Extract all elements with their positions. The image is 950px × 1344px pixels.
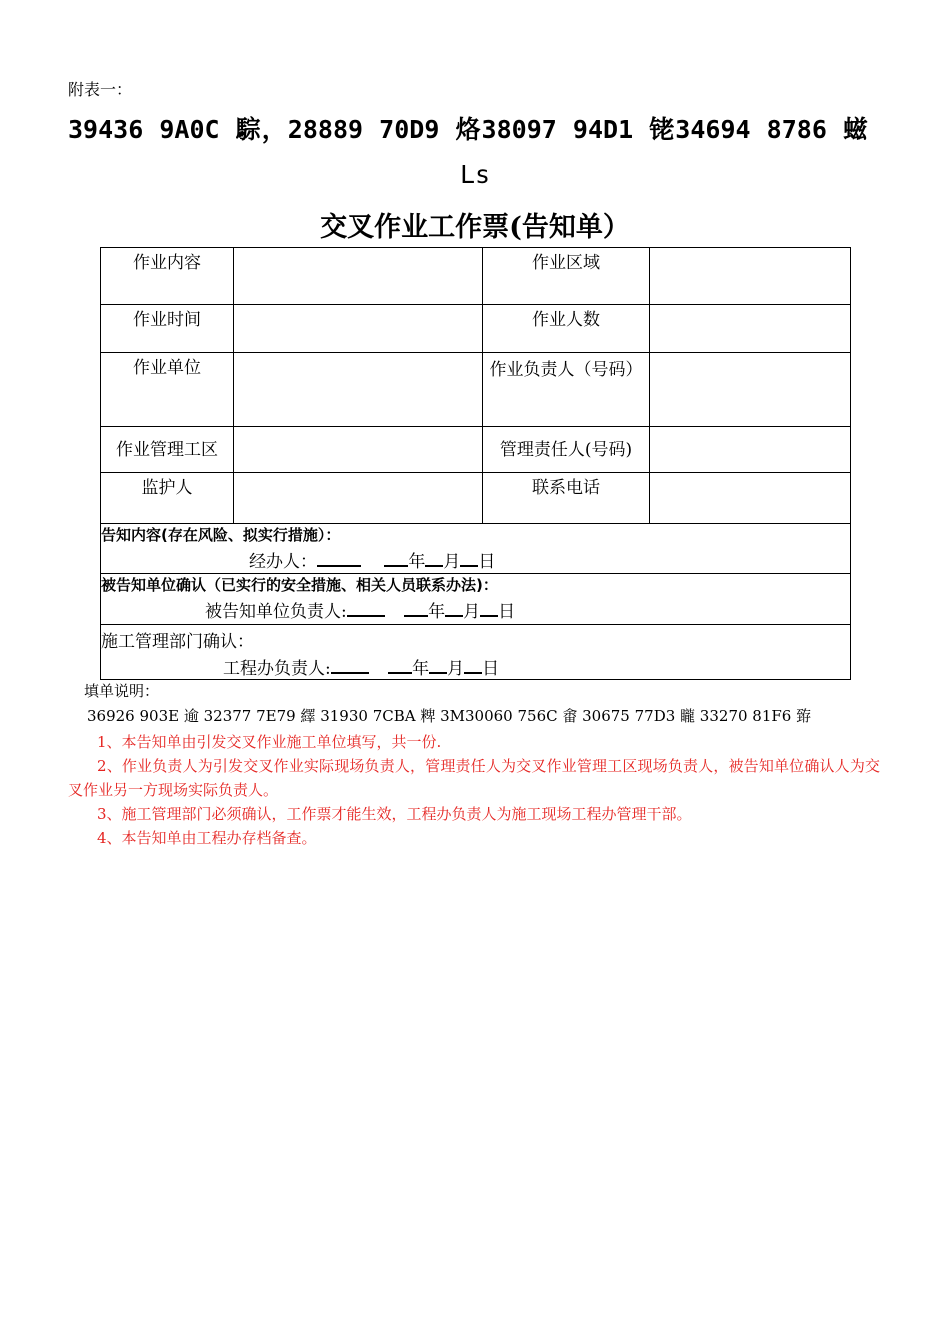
confirm-signature (101, 597, 850, 622)
field-work-content[interactable] (234, 248, 483, 305)
note-3: 3、施工管理部门必须确认，工作票才能生效，工程办负责人为施工现场工程办管理干部。 (97, 805, 692, 823)
field-work-time[interactable] (234, 305, 483, 353)
table-row (101, 427, 851, 473)
dept-signer-label: 工程办负责人: (223, 659, 331, 679)
table-row (101, 625, 851, 680)
instructions-code-line: 36926 903E 逾 32377 7E79 繹 31930 7CBA 粺 3M30060 756C 畬 30675 77D3 矓 33270 81F6 臶 (87, 707, 812, 725)
field-work-leader[interactable] (650, 353, 851, 427)
table-row (101, 305, 851, 353)
dept-signature (101, 654, 850, 679)
notice-section[interactable] (101, 524, 851, 574)
notice-year: 年 (408, 552, 426, 572)
confirm-section[interactable] (101, 574, 851, 625)
note-2: 2、作业负责人为引发交叉作业实际现场负责人，管理责任人为交叉作业管理工区现场负责人，被告知单位确认人为交叉作业另一方现场实际负责人。 (68, 757, 880, 799)
notice-day: 日 (478, 552, 496, 572)
field-work-unit[interactable] (234, 353, 483, 427)
confirm-year: 年 (428, 602, 446, 622)
label-work-area: 作业区域 (483, 248, 650, 305)
note-1: 1、本告知单由引发交叉作业施工单位填写，共一份. (97, 733, 442, 751)
code-line-2: Ls (459, 160, 491, 189)
confirm-heading: 被告知单位确认（已实行的安全措施、相关人员联系办法)： (101, 576, 498, 594)
field-supervisor[interactable] (234, 473, 483, 524)
field-management-area[interactable] (234, 427, 483, 473)
table-row (101, 574, 851, 625)
dept-heading: 施工管理部门确认： (101, 632, 254, 652)
instructions-label: 填单说明： (84, 682, 160, 700)
field-contact-phone[interactable] (650, 473, 851, 524)
label-worker-count: 作业人数 (483, 305, 650, 353)
notice-heading: 告知内容(存在风险、拟实行措施）： (101, 526, 341, 544)
label-contact-phone: 联系电话 (483, 473, 650, 524)
work-ticket-table (100, 247, 851, 680)
notice-signer-label: 经办人： (249, 552, 317, 572)
confirm-signer-label: 被告知单位负责人: (205, 602, 347, 622)
dept-section[interactable] (101, 625, 851, 680)
confirm-month: 月 (463, 602, 481, 622)
table-row (101, 353, 851, 427)
label-work-leader: 作业负责人（号码） (483, 353, 650, 427)
dept-month: 月 (447, 659, 465, 679)
label-manager: 管理责任人(号码) (483, 427, 650, 473)
dept-year: 年 (412, 659, 430, 679)
label-supervisor: 监护人 (101, 473, 234, 524)
label-work-time: 作业时间 (101, 305, 234, 353)
dept-day: 日 (482, 659, 500, 679)
attachment-label: 附表一： (68, 80, 133, 99)
field-manager[interactable] (650, 427, 851, 473)
field-worker-count[interactable] (650, 305, 851, 353)
confirm-day: 日 (498, 602, 516, 622)
table-row (101, 248, 851, 305)
table-row (101, 473, 851, 524)
table-row (101, 524, 851, 574)
note-4: 4、本告知单由工程办存档备查。 (97, 829, 317, 847)
label-management-area: 作业管理工区 (101, 427, 234, 473)
label-work-unit: 作业单位 (101, 353, 234, 427)
instructions-notes (68, 730, 880, 850)
form-title: 交叉作业工作票(告知单） (320, 212, 630, 243)
notice-signature (101, 547, 850, 572)
code-line-1: 39436 9A0C 騌，28889 70D9 烙38097 94D1 铑34694 8786 螆 (68, 115, 868, 144)
notice-month: 月 (443, 552, 461, 572)
field-work-area[interactable] (650, 248, 851, 305)
label-work-content: 作业内容 (101, 248, 234, 305)
